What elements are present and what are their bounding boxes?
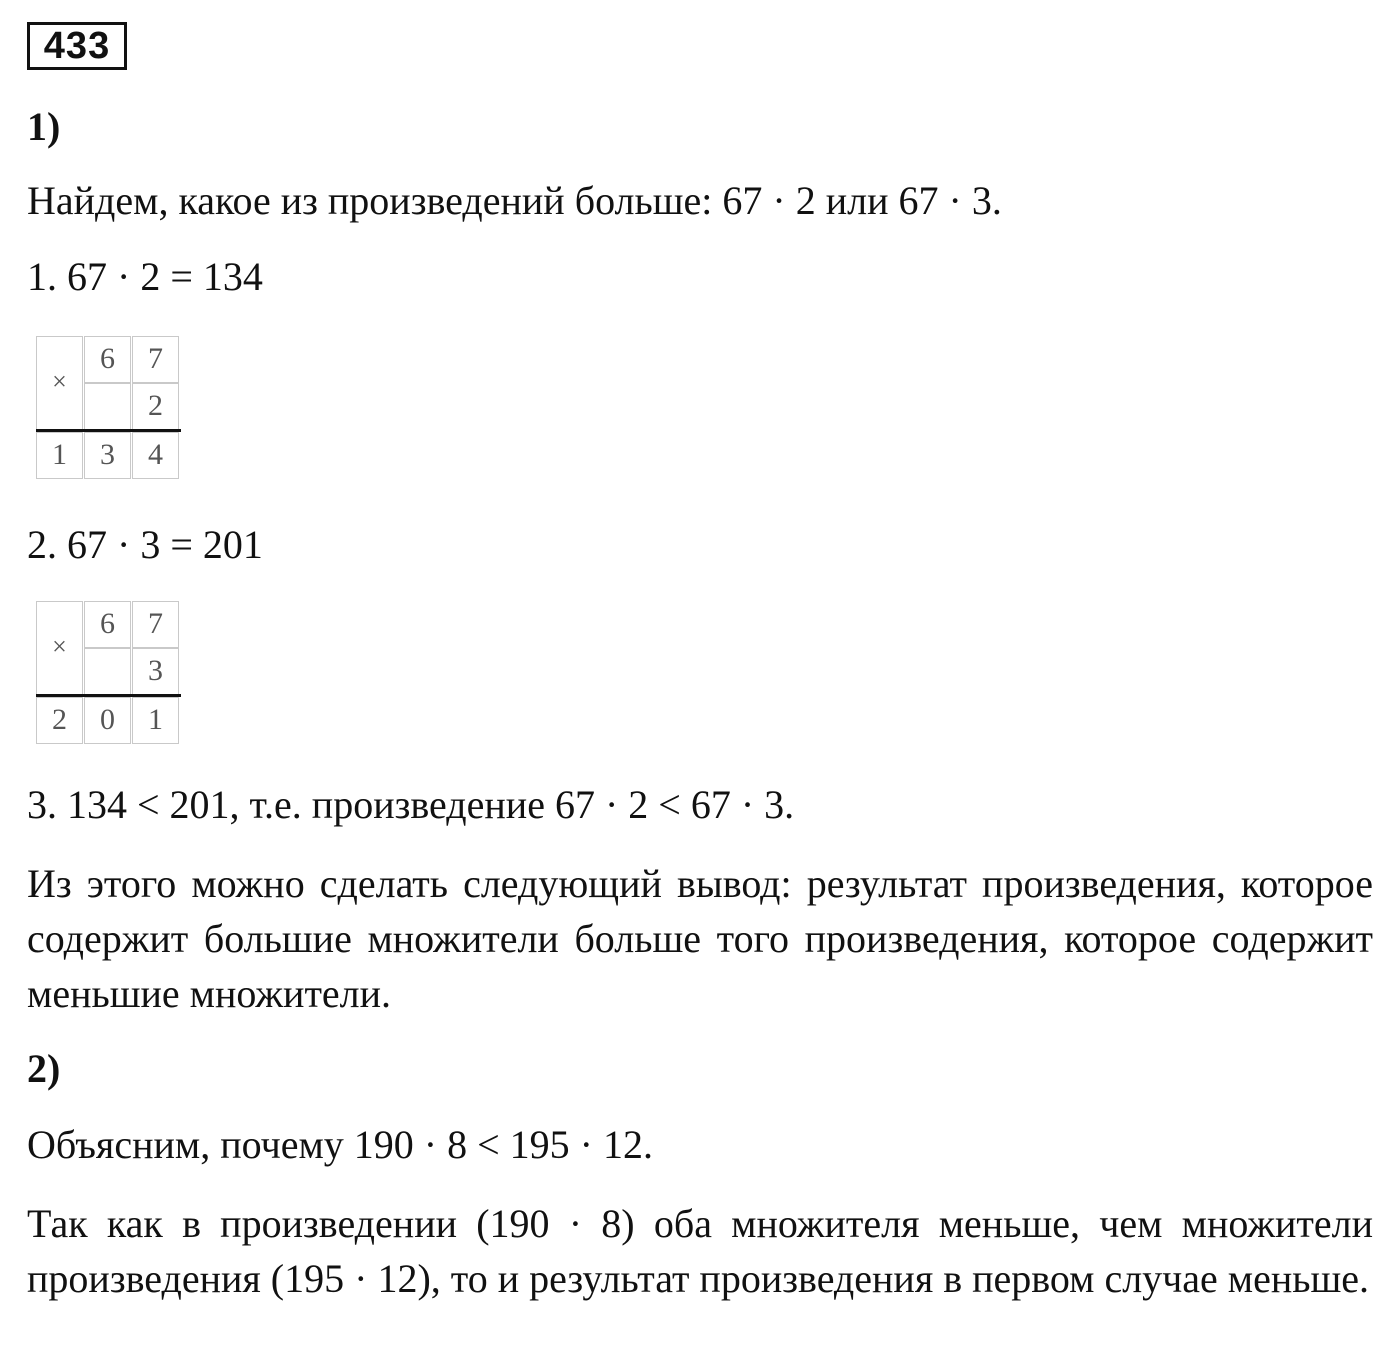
multiply-sign: × bbox=[36, 336, 83, 430]
multiply-sign: × bbox=[36, 601, 83, 695]
multiplication-grid-1 bbox=[36, 336, 181, 478]
multiplication-grid-2 bbox=[36, 601, 181, 743]
grid-cell: 3 bbox=[132, 648, 179, 695]
part-2-intro: Объясним, почему 190 · 8 < 195 · 12. bbox=[27, 1122, 653, 1167]
part-1-label: 1) bbox=[27, 104, 61, 149]
grid-cell: 7 bbox=[132, 336, 179, 383]
result-cell: 2 bbox=[36, 697, 83, 744]
grid-cell bbox=[84, 383, 131, 430]
part-2-label: 2) bbox=[27, 1046, 61, 1091]
grid-cell bbox=[84, 648, 131, 695]
step-3-comparison: 3. 134 < 201, т.е. произведение 67 · 2 < 67 · 3. bbox=[27, 782, 795, 827]
result-cell: 1 bbox=[36, 432, 83, 479]
result-cell: 1 bbox=[132, 697, 179, 744]
grid-cell: 6 bbox=[84, 601, 131, 648]
grid-cell: 2 bbox=[132, 383, 179, 430]
part-1-intro: Найдем, какое из произведений больше: 67 · 2 или 67 · 3. bbox=[27, 178, 1002, 223]
result-cell: 4 bbox=[132, 432, 179, 479]
result-cell: 3 bbox=[84, 432, 131, 479]
step-2-equation: 2. 67 · 3 = 201 bbox=[27, 522, 263, 567]
problem-number: 433 bbox=[27, 22, 127, 70]
grid-cell: 6 bbox=[84, 336, 131, 383]
result-cell: 0 bbox=[84, 697, 131, 744]
grid-cell: 7 bbox=[132, 601, 179, 648]
step-1-equation: 1. 67 · 2 = 134 bbox=[27, 254, 263, 299]
part-1-conclusion: Из этого можно сделать следующий вывод: результат произведения, которое содержит большие множители больше того произведения, которое содержит меньшие множители. bbox=[27, 861, 1373, 1016]
part-2-explanation: Так как в произведении (190 · 8) оба множителя меньше, чем множители произведения (195 · 12), то и результат произведения в первом случае меньше. bbox=[27, 1201, 1373, 1301]
